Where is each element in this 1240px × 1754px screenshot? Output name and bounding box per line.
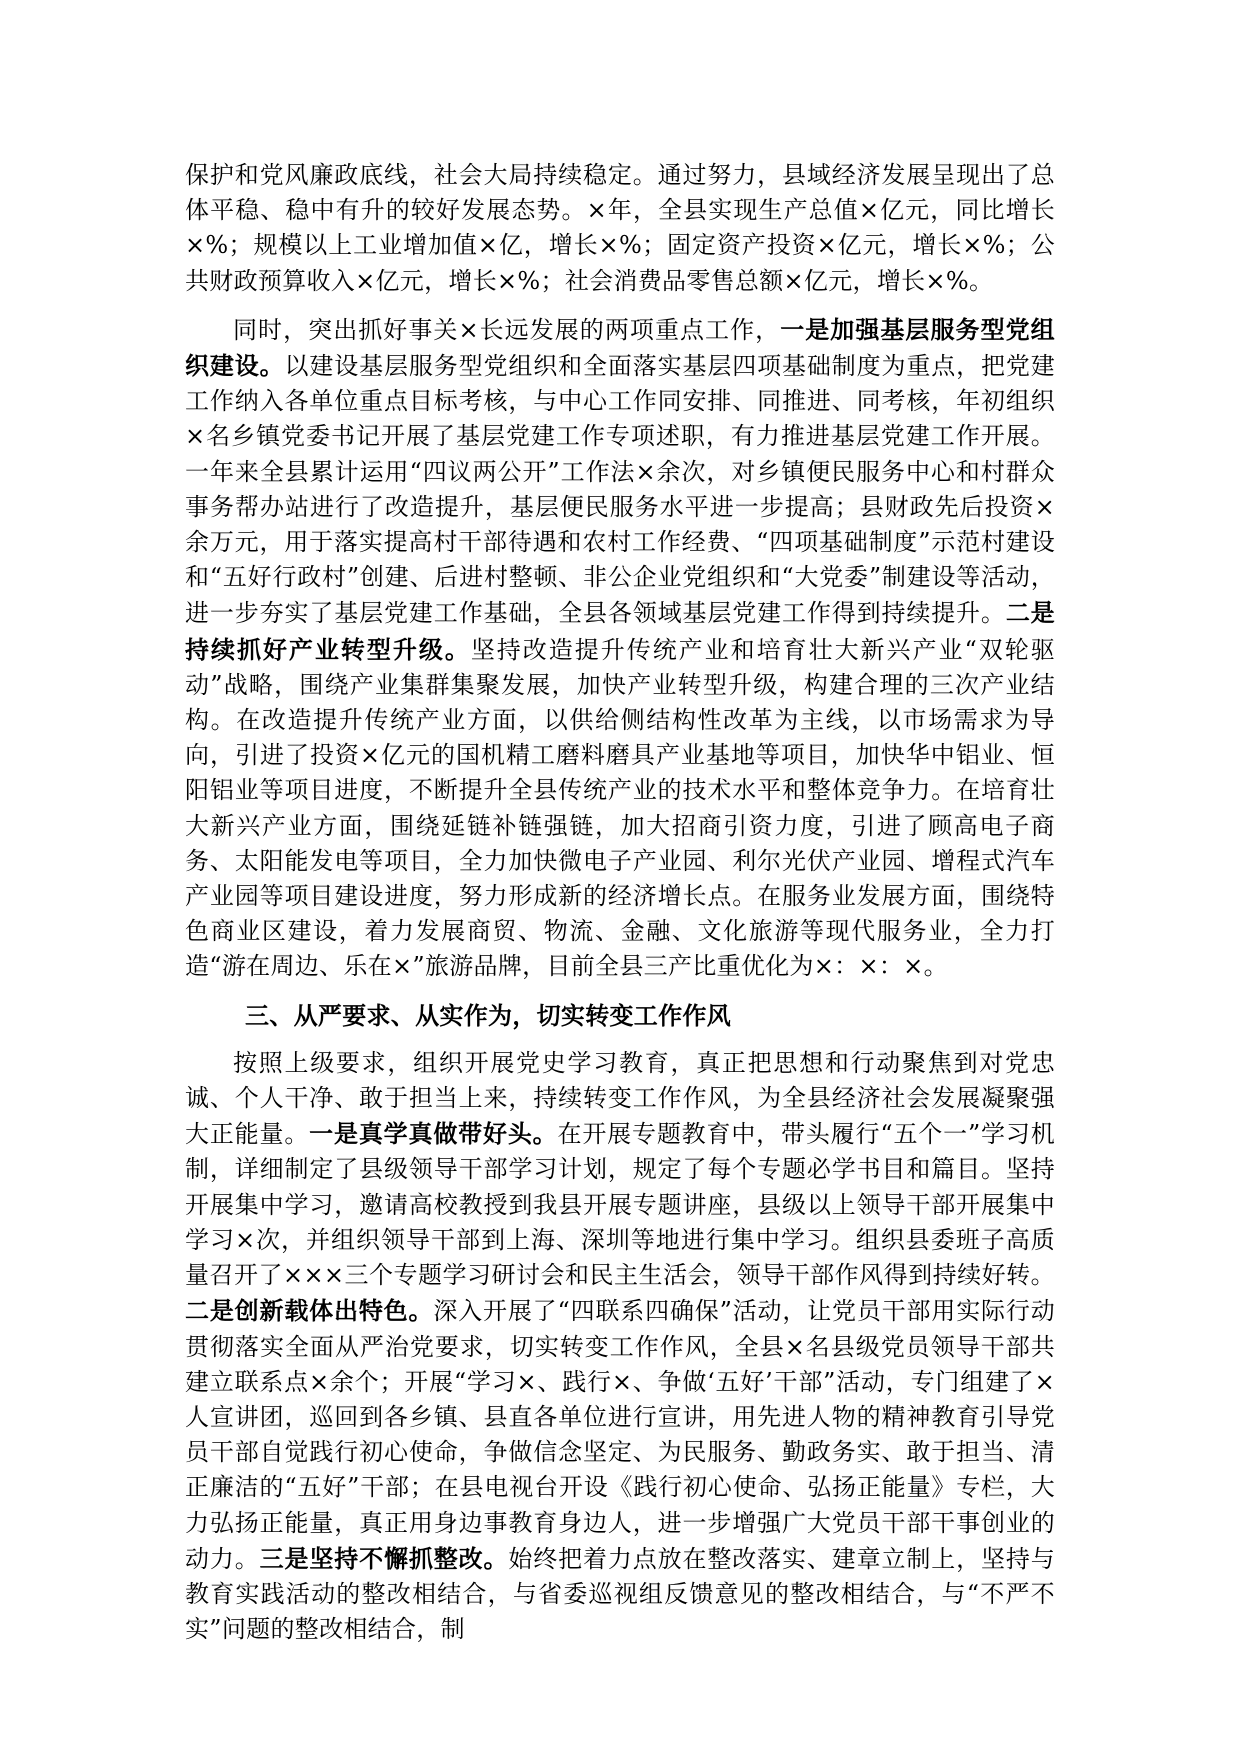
paragraph-text: 以建设基层服务型党组织和全面落实基层四项基础制度为重点，把党建工作纳入各单位重点目标考核，与中心工作同安排、同推进、同考核，年初组织×名乡镇党委书记开展了基层党建工作专项述职，有力推进基层党建工作开展。一年来全县累计运用“四议两公开”工作法×余次，对乡镇便民服务中心和村群众事务帮办站进行了改造提升，基层便民服务水平进一步提高；县财政先后投资×余万元，用于落实提高村干部待遇和农村工作经费、“四项基础制度”示范村建设和“五好行政村”创建、后进村整顿、非公企业党组织和“大党委”制建设等活动，进一步夯实了基层党建工作基础，全县各领域基层党建工作得到持续提升。 (185, 352, 1055, 628)
paragraph-economy-summary (185, 158, 1055, 299)
bold-point-one: 一是真学真做带好头。 (309, 1119, 558, 1149)
paragraph-text: 深入开展了“四联系四确保”活动，让党员干部用实际行动贯彻落实全面从严治党要求，切实转变工作作风，全县×名县级党员领导干部共建立联系点×余个；开展“学习×、践行×、争做‘五好’干部”活动，专门组建了×人宣讲团，巡回到各乡镇、县直各单位进行宣讲，用先进人物的精神教育引导党员干部自觉践行初心使命，争做信念坚定、为民服务、勤政务实、敢于担当、清正廉洁的“五好”干部；在县电视台开设《践行初心使命、弘扬正能量》专栏，大力弘扬正能量，真正用身边事教育身边人，进一步增强广大党员干部干事创业的动力。 (185, 1297, 1056, 1573)
paragraph-text: 始终把着力点放在整改落实、建章立制上，坚持与教育实践活动的整改相结合，与省委巡视组反馈意见的整改相结合，与“不严不实”问题的整改相结合，制 (185, 1544, 1055, 1644)
bold-point-two: 二是创新载体出特色。 (185, 1296, 434, 1326)
paragraph-text: 在开展专题教育中，带头履行“五个一”学习机制，详细制定了县级领导干部学习计划，规定了每个专题必学书目和篇目。坚持开展集中学习，邀请高校教授到我县开展专题讲座，县级以上领导干部开展集中学习×次，并组织领导干部到上海、深圳等地进行集中学习。组织县委班子高质量召开了×××三个专题学习研讨会和民主生活会，领导干部作风得到持续好转。 (185, 1120, 1056, 1290)
bold-point-three: 三是坚持不懈抓整改。 (259, 1543, 509, 1573)
paragraph-text: 保护和党风廉政底线，社会大局持续稳定。通过努力，县域经济发展呈现出了总体平稳、稳中有升的较好发展态势。×年，全县实现生产总值×亿元，同比增长×%；规模以上工业增加值×亿，增长×%；固定资产投资×亿元，增长×%；公共财政预算收入×亿元，增长×%；社会消费品零售总额×亿元，增长×%。 (185, 161, 1055, 295)
bold-point-one: 一是加强基层服务型党组织建设。 (185, 314, 1055, 381)
paragraph-text: 按照上级要求，组织开展党史学习教育，真正把思想和行动聚焦到对党忠诚、个人干净、敢于担当上来，持续转变工作作风，为全县经济社会发展凝聚强大正能量。 (185, 1048, 1055, 1149)
document-page (185, 158, 1055, 1647)
section-heading-three: 三、从严要求、从实作为，切实转变工作作风 (245, 1000, 731, 1030)
bold-point-two: 二是持续抓好产业转型升级。 (185, 598, 1055, 664)
paragraph-text: 同时，突出抓好事关×长远发展的两项重点工作， (233, 315, 781, 344)
paragraph-work-style (185, 1046, 1055, 1647)
paragraph-text: 坚持改造提升传统产业和培育壮大新兴产业“双轮驱动”战略，围绕产业集群集聚发展，加快产业转型升级，构建合理的三次产业结构。在改造提升传统产业方面，以供给侧结构性改革为主线，以市场需求为导向，引进了投资×亿元的国机精工磨料磨具产业基地等项目，加快华中铝业、恒阳铝业等项目进度，不断提升全县传统产业的技术水平和整体竞争力。在培育壮大新兴产业方面，围绕延链补链强链，加大招商引资力度，引进了顾高电子商务、太阳能发电等项目，全力加快微电子产业园、利尔光伏产业园、增程式汽车产业园等项目建设进度，努力形成新的经济增长点。在服务业发展方面，围绕特色商业区建设，着力发展商贸、物流、金融、文化旅游等现代服务业，全力打造“游在周边、乐在×”旅游品牌，目前全县三产比重优化为×：×：×。 (185, 635, 1055, 981)
paragraph-key-tasks (185, 312, 1055, 985)
